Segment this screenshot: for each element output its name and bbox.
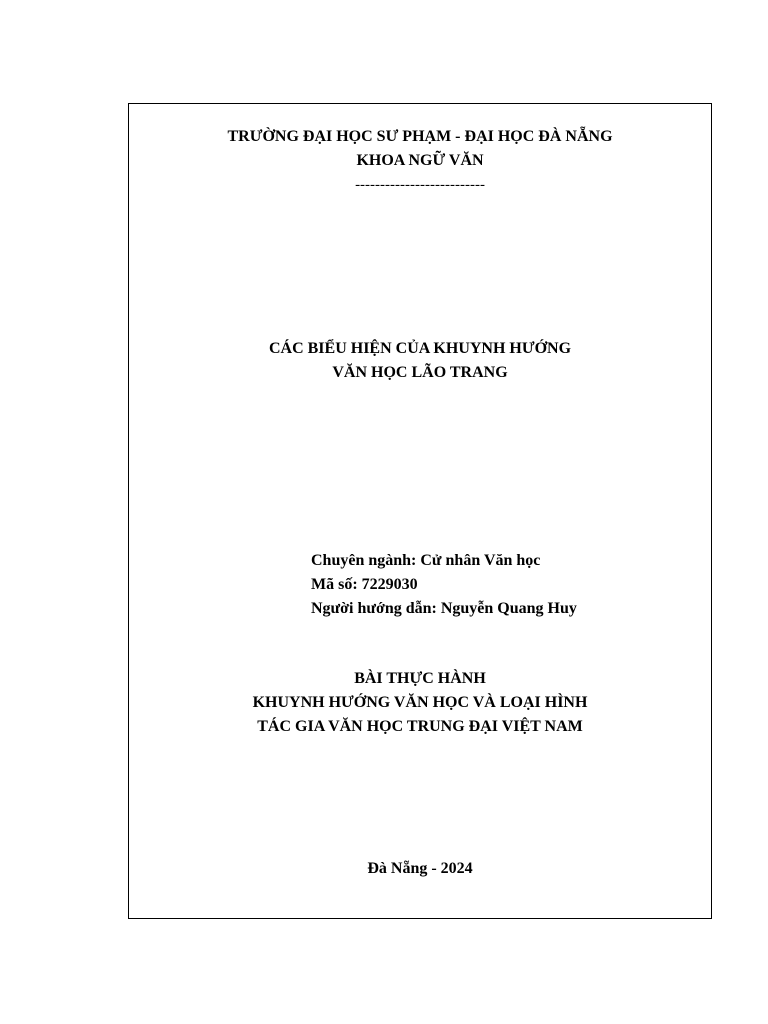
assignment-type: BÀI THỰC HÀNH (354, 670, 486, 687)
cover-page-frame (128, 103, 712, 919)
title-line-1: CÁC BIỂU HIỆN CỦA KHUYNH HƯỚNG (268, 340, 572, 357)
major-info: Chuyên ngành: Cử nhân Văn học (311, 552, 541, 569)
course-title-line-2: TÁC GIA VĂN HỌC TRUNG ĐẠI VIỆT NAM (257, 718, 583, 735)
code-info: Mã số: 7229030 (311, 576, 418, 593)
title-line-2: VĂN HỌC LÃO TRANG (332, 364, 508, 381)
university-name: TRƯỜNG ĐẠI HỌC SƯ PHẠM - ĐẠI HỌC ĐÀ NẴNG (227, 128, 613, 145)
course-title-line-1: KHUYNH HƯỚNG VĂN HỌC VÀ LOẠI HÌNH (252, 694, 588, 711)
faculty-name: KHOA NGỮ VĂN (356, 152, 484, 169)
header-divider: -------------------------- (355, 177, 485, 193)
advisor-info: Người hướng dẫn: Nguyễn Quang Huy (311, 600, 577, 617)
place-year: Đà Nẵng - 2024 (367, 860, 473, 877)
